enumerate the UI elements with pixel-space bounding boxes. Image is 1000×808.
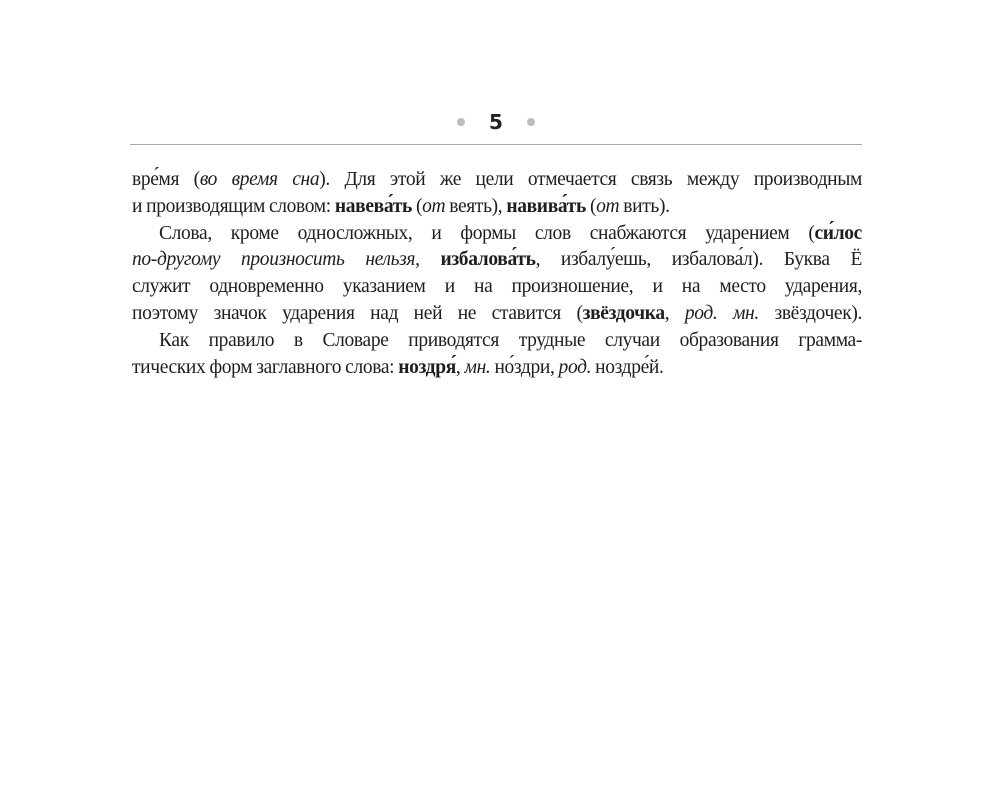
headword: навева́ть [334, 195, 412, 217]
text-run: ). Для этой же цели отмечается связь между производным [319, 169, 863, 190]
text-run: ( [585, 195, 597, 217]
italic-text: от [596, 195, 620, 217]
text-run: но́здри, [490, 356, 559, 378]
text-run: , избалу́ешь, избалова́л). Буква Ё [535, 249, 862, 271]
text-run: и производящим словом: [132, 195, 335, 217]
text-run: Как правило в Словаре приводятся трудные случаи образования грамма- [159, 329, 862, 351]
italic-text: род. мн. [684, 302, 759, 324]
decorative-dot-right [527, 118, 535, 126]
headword: навива́ть [506, 195, 586, 217]
header-rule [130, 144, 862, 145]
text-run: , [664, 302, 685, 324]
text-line [132, 247, 862, 274]
headword: си́лос [814, 222, 862, 244]
text-run: веять), [445, 195, 507, 217]
page-number: 5 [489, 110, 503, 134]
text-run: служит одновременно указанием и на произношение, и на место ударения, [132, 276, 862, 298]
text-run: вить). [619, 195, 670, 217]
text-line [132, 301, 862, 328]
text-run: вре́мя ( [132, 169, 200, 190]
text-run: ноздре́й. [591, 356, 664, 378]
text-run: ( [411, 195, 423, 217]
body-text [132, 167, 862, 381]
italic-text: по-другому произносить нельзя [132, 249, 416, 271]
text-line [132, 274, 862, 301]
text-line [132, 194, 862, 221]
text-line [132, 167, 862, 194]
text-line [132, 355, 862, 382]
headword: ноздря́ [398, 356, 456, 378]
headword: избалова́ть [440, 249, 536, 271]
text-line [132, 328, 862, 355]
text-run: звёздочек). [758, 302, 862, 324]
italic-text: от [422, 195, 446, 217]
italic-text: род. [558, 356, 592, 378]
text-line [132, 221, 862, 248]
text-run: Слова, кроме односложных, и формы слов снабжаются ударением ( [159, 222, 815, 244]
text-run: , [455, 356, 465, 378]
italic-text: мн. [464, 356, 491, 378]
page-header [130, 110, 862, 140]
decorative-dot-left [457, 118, 465, 126]
italic-text: во время сна [199, 169, 320, 190]
text-run: поэтому значок ударения над ней не ставится ( [132, 302, 583, 324]
headword: звёздочка [582, 302, 665, 324]
text-run: тических форм заглавного слова: [132, 356, 399, 378]
text-run: , [415, 249, 441, 271]
